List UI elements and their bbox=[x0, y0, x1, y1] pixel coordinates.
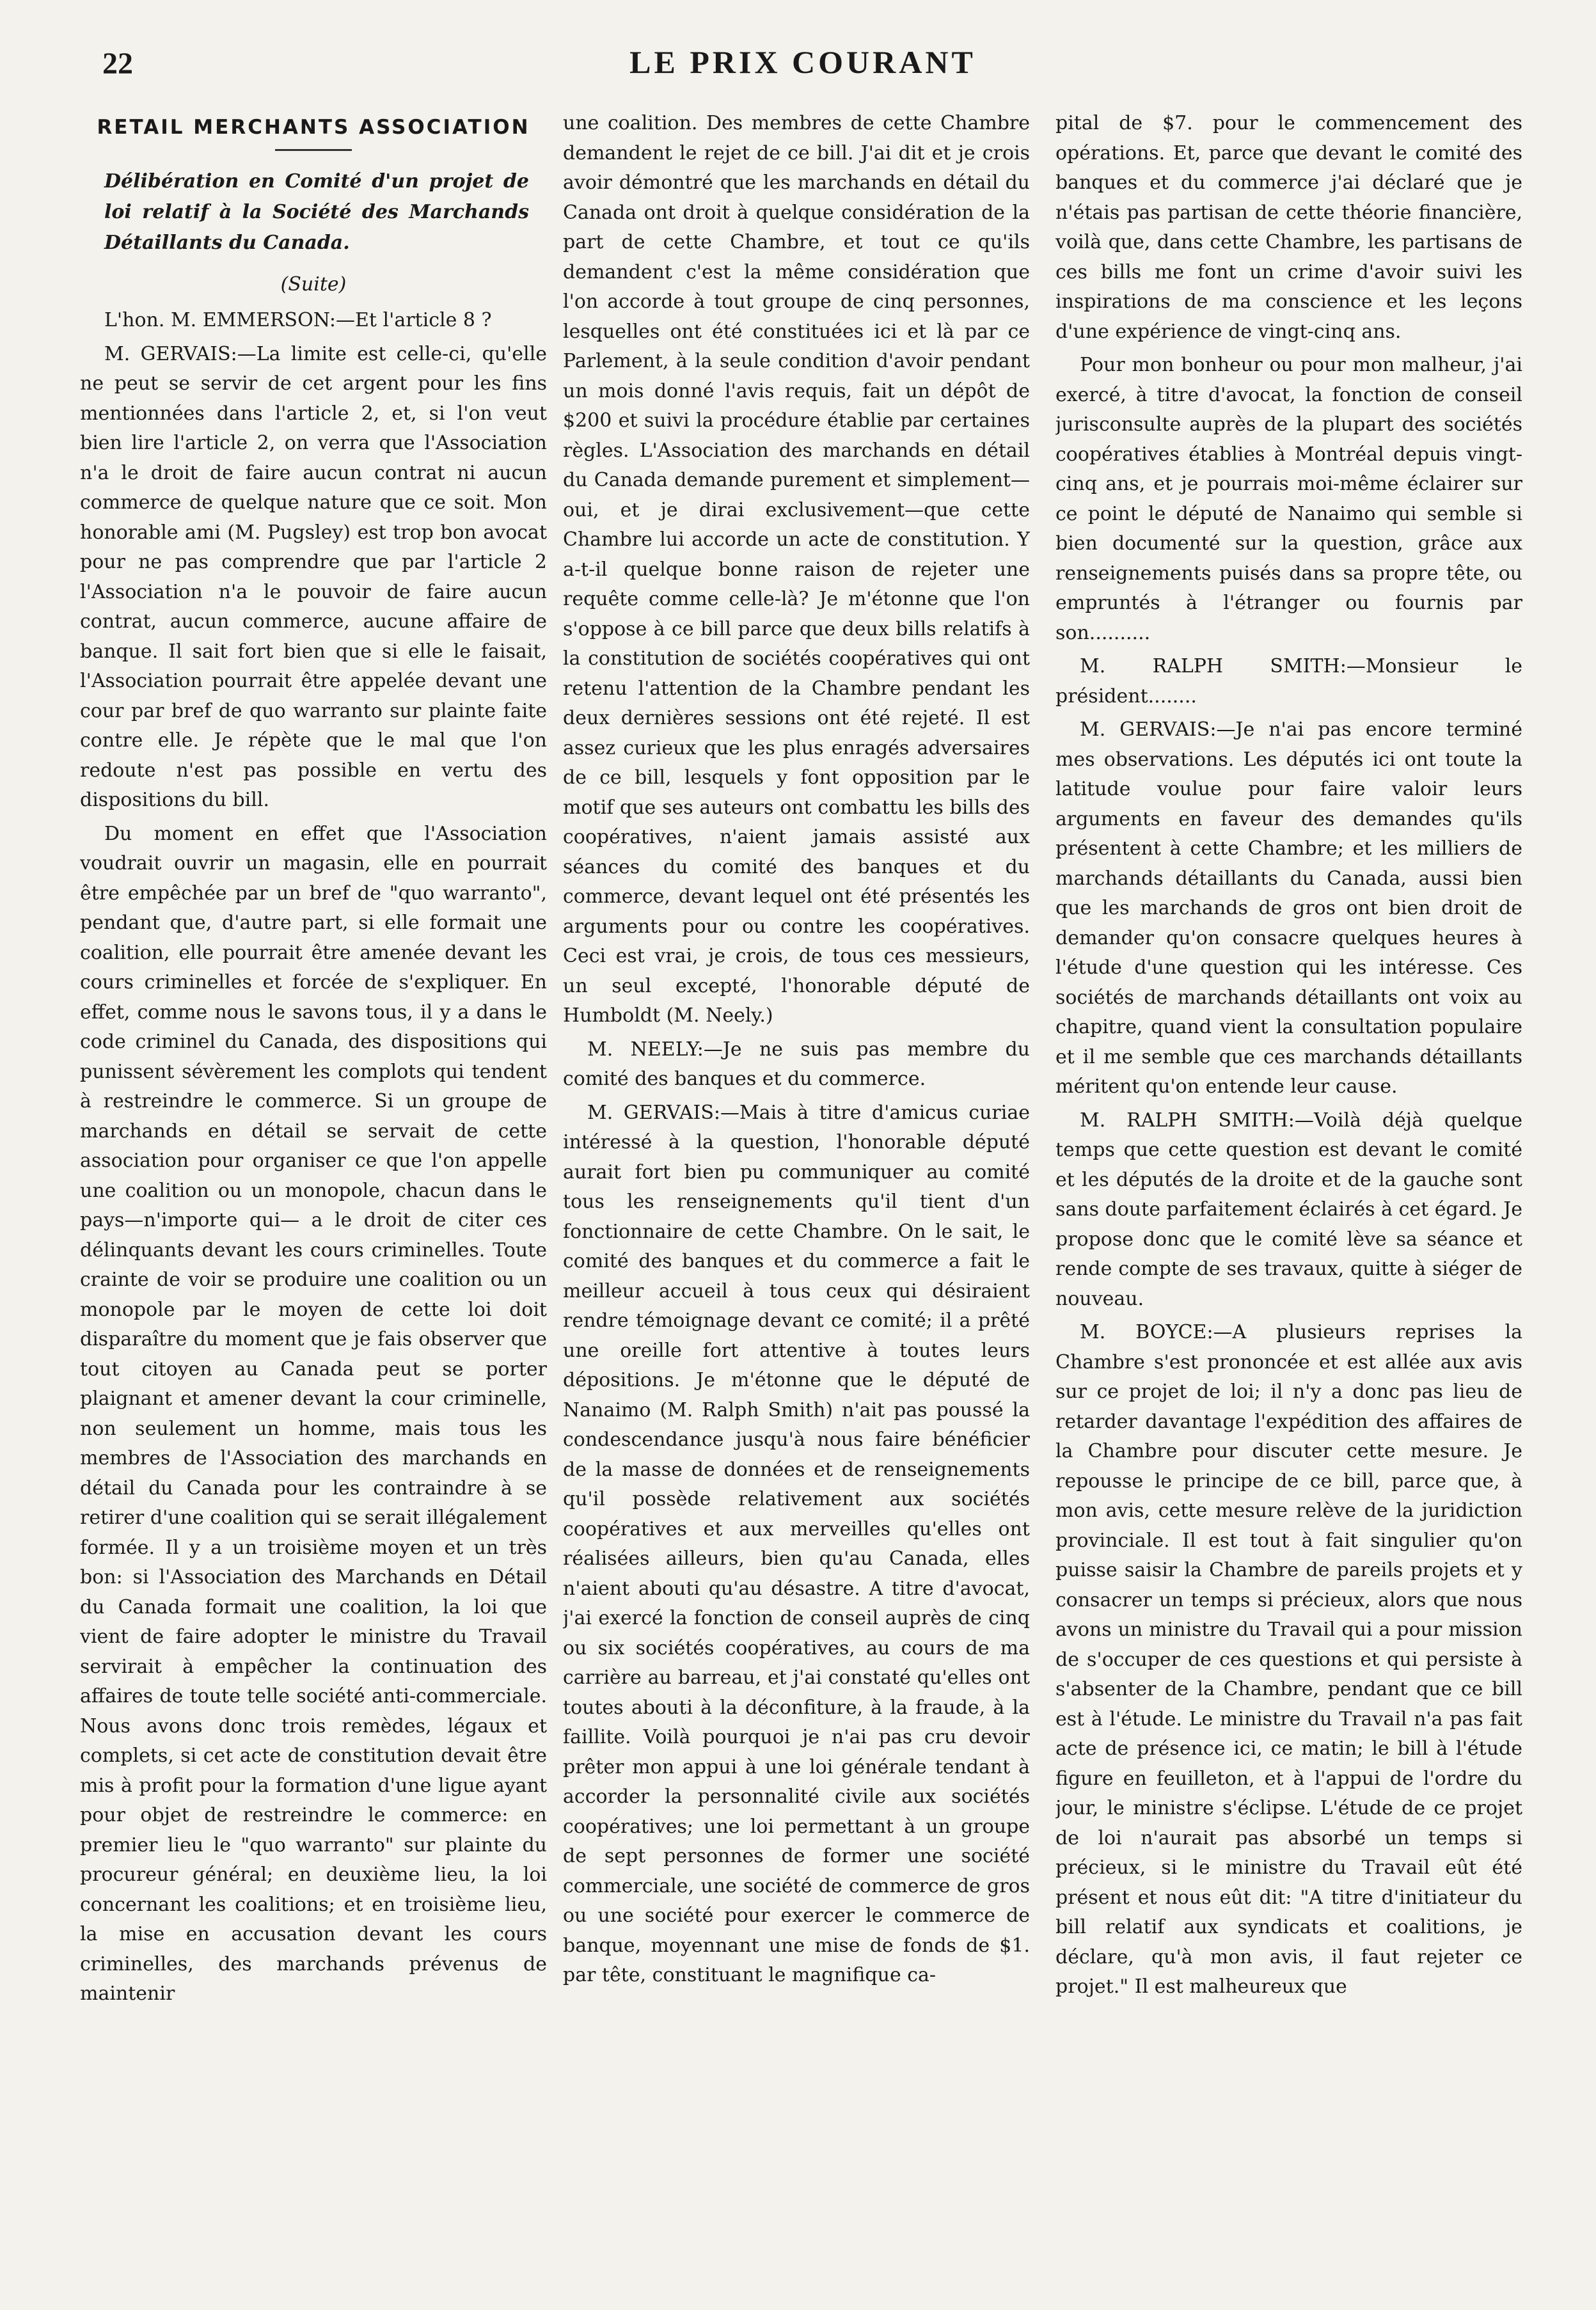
paragraph: M. GERVAIS:—La limite est celle-ci, qu'elle ne peut se servir de cet argent pour les fins mentionnées dans l'article 2, et, si l'on veut bien lire l'article 2, on verra que l'Association n'a le droit de faire aucun contrat ni aucun commerce de quelque nature que ce soit. Mon honorable ami (M. Pugsley) est trop bon avocat pour ne pas comprendre que par l'article 2 l'Association n'a le pouvoir de faire aucun contrat, aucun commerce, aucune affaire de banque. Il sait fort bien que si elle le faisait, l'Association pourrait être appelée devant une cour par bref de quo warranto sur plainte faite contre elle. Je répète que le mal que l'on redoute n'est pas possible en vertu des dispositions du bill. bbox=[80, 342, 547, 811]
paragraph: M. BOYCE:—A plusieurs reprises la Chambre s'est prononcée et est allée aux avis sur ce projet de loi; il n'y a donc pas lieu de retarder davantage l'expédition des affaires de la Chambre pour discuter cette mesure. Je repousse le principe de ce bill, parce que, à mon avis, cette mesure relève de la juridiction provinciale. Il est tout à fait singulier qu'on puisse saisir la Chambre de pareils projets et y consacrer un temps si précieux, alors que nous avons un ministre du Travail qui a pour mission de s'occuper de ces questions et qui persiste à s'absenter de la Chambre, pendant que ce bill est à l'étude. Le ministre du Travail n'a pas fait acte de présence ici, ce matin; le bill à l'étude figure en feuilleton, et à l'appui de l'ordre du jour, le ministre s'éclipse. L'étude de ce projet de loi n'aurait pas absorbé un temps si précieux, si le ministre du Travail eût été présent et nous eût dit: "A titre d'initiateur du bill relatif aux syndicats et coalitions, je déclare, qu'à mon avis, il faut rejeter ce projet." Il est malheureux que bbox=[1055, 1321, 1522, 1998]
paragraph: M. GERVAIS:—Mais à titre d'amicus curiae intéressé à la question, l'honorable député aurait fort bien pu communiquer au comité tous les renseignements qu'il tient d'un fonctionnaire de cette Chambre. On le sait, le comité des banques et du commerce a fait le meilleur accueil à tous ceux qui désiraient rendre témoignage devant ce comité; il a prêté une oreille fort attentive à toutes leurs dépositions. Je m'étonne que le député de Nanaimo (M. Ralph Smith) n'ait pas poussé la condescendance jusqu'à nous faire bénéficier de la masse de données et de renseignements qu'il possède relativement aux sociétés coopératives et aux merveilles qu'elles ont réalisées ailleurs, bien qu'au Canada, elles n'aient abouti qu'au désastre. A titre d'avocat, j'ai exercé la fonction de conseil auprès de cinq ou six sociétés coopératives, au cours de ma carrière au barreau, et j'ai constaté qu'elles ont toutes abouti à la déconfiture, à la fraude, à la faillite. Voilà pourquoi je n'ai pas cru devoir prêter mon appui à une loi générale tendant à accorder la personnalité civile aux sociétés coopératives; une loi permettant à un groupe de sept personnes de former une société commerciale, une société de commerce de gros ou une société pour exercer le commerce de banque, moyennant une mise de fonds de $1. par tête, constituant le magnifique ca- bbox=[563, 1101, 1030, 1986]
paragraph: M. RALPH SMITH:—Voilà déjà quelque temps que cette question est devant le comité et les députés de la droite et de la gauche sont sans doute parfaitement éclairés à cet égard. Je propose donc que le comité lève sa séance et rende compte de ses travaux, quitte à siéger de nouveau. bbox=[1055, 1109, 1522, 1310]
continued-label: (Suite) bbox=[280, 273, 347, 296]
section-title: RETAIL MERCHANTS ASSOCIATION bbox=[97, 116, 530, 139]
publication-title: LE PRIX COURANT bbox=[629, 44, 976, 80]
text-column-2 bbox=[563, 109, 1030, 2271]
paragraph: Pour mon bonheur ou pour mon malheur, j'ai exercé, à titre d'avocat, la fonction de conseil jurisconsulte auprès de la plupart des sociétés coopératives établies à Montréal depuis vingt-cinq ans, et je pourrais moi-même éclairer sur ce point le député de Nanaimo qui semble si bien documenté sur la question, grâce aux renseignements puisés dans sa propre tête, ou empruntés à l'étranger ou fournis par son.......... bbox=[1055, 354, 1522, 644]
paragraph: M. GERVAIS:—Je n'ai pas encore terminé mes observations. Les députés ici ont toute la latitude voulue pour faire valoir leurs arguments en faveur des demandes qu'ils présentent à cette Chambre; et les milliers de marchands détaillants du Canada, aussi bien que les marchands de gros ont bien droit de demander qu'on consacre quelques heures à l'étude d'une question qui les intéresse. Ces sociétés de marchands détaillants ont voix au chapitre, quand vient la consultation populaire et il me semble que ces marchands détaillants méritent qu'on entende leur cause. bbox=[1055, 718, 1522, 1098]
paragraph: pital de $7. pour le commencement des opérations. Et, parce que devant le comité des banques et du commerce j'ai déclaré que je n'étais pas partisan de cette théorie financière, voilà que, dans cette Chambre, les partisans de ces bills me font un crime d'avoir suivi les inspirations de ma conscience et les leçons d'une expérience de vingt-cinq ans. bbox=[1055, 112, 1522, 343]
article-subtitle: Délibération en Comité d'un projet de loi relatif à la Société des Marchands Détaillants du Canada. bbox=[104, 170, 529, 254]
text-column-3 bbox=[1055, 109, 1522, 2271]
paragraph: L'hon. M. EMMERSON:—Et l'article 8 ? bbox=[104, 309, 492, 331]
page-number: 22 bbox=[102, 47, 133, 81]
paragraph: M. NEELY:—Je ne suis pas membre du comité des banques et du commerce. bbox=[563, 1038, 1030, 1090]
title-divider bbox=[275, 149, 352, 151]
paragraph: Du moment en effet que l'Association voudrait ouvrir un magasin, elle en pourrait être empêchée par un bref de "quo warranto", pendant que, d'autre part, si elle formait une coalition, elle pourrait être amenée devant les cours criminelles et forcée de s'expliquer. En effet, comme nous le savons tous, il y a dans le code criminel du Canada, des dispositions qui punissent sévèrement les complots qui tendent à restreindre le commerce. Si un groupe de marchands en détail se servait de cette association pour organiser ce que l'on appelle une coalition ou un monopole, chacun dans le pays—n'importe qui— a le droit de citer ces délinquants devant les cours criminelles. Toute crainte de voir se produire une coalition ou un monopole par le moyen de cette loi doit disparaître du moment que je fais observer que tout citoyen au Canada peut se porter plaignant et amener devant la cour criminelle, non seulement un homme, mais tous les membres de l'Association des marchands en détail du Canada pour les contraindre à se retirer d'une coalition qui se serait illégalement formée. Il y a un troisième moyen et un très bon: si l'Association des Marchands en Détail du Canada formait une coalition, la loi que vient de faire adopter le ministre du Travail servirait à empêcher la continuation des affaires de toute telle société anti-commerciale. Nous avons donc trois remèdes, légaux et complets, si cet acte de constitution devait être mis à profit pour la formation d'une ligue ayant pour objet de restreindre le commerce: en premier lieu le "quo warranto" sur plainte du procureur général; en deuxième lieu, la loi concernant les coalitions; et en troisième lieu, la mise en accusation devant les cours criminelles, des marchands prévenus de maintenir bbox=[80, 822, 547, 2005]
paragraph: une coalition. Des membres de cette Chambre demandent le rejet de ce bill. J'ai dit et je crois avoir démontré que les marchands en détail du Canada ont droit à quelque considération de la part de cette Chambre, et tout ce qu'ils demandent c'est la même considération que l'on accorde à tout groupe de cinq personnes, lesquelles ont été constituées ici et là par ce Parlement, à la seule condition d'avoir pendant un mois donné l'avis requis, fait un dépôt de $200 et suivi la procédure établie par certaines règles. L'Association des marchands en détail du Canada demande purement et simplement—oui, et je dirai exclusivement—que cette Chambre lui accorde un acte de constitution. Y a-t-il quelque bonne raison de rejeter une requête comme celle-là? Je m'étonne que l'on s'oppose à ce bill parce que deux bills relatifs à la constitution de sociétés coopératives qui ont retenu l'attention de la Chambre pendant les deux dernières sessions ont été rejeté. Il est assez curieux que les plus enragés adversaires de ce bill, lesquels y font opposition par le motif que ses auteurs ont combattu les bills des coopératives, n'aient jamais assisté aux séances du comité des banques et du commerce, devant lequel ont été présentés les arguments pour ou contre les coopératives. Ceci est vrai, je crois, de tous ces messieurs, un seul excepté, l'honorable député de Humboldt (M. Neely.) bbox=[563, 112, 1030, 1027]
text-column-1 bbox=[80, 109, 547, 2271]
page-header bbox=[77, 38, 1529, 90]
paragraph: M. RALPH SMITH:—Monsieur le président........ bbox=[1055, 655, 1522, 708]
